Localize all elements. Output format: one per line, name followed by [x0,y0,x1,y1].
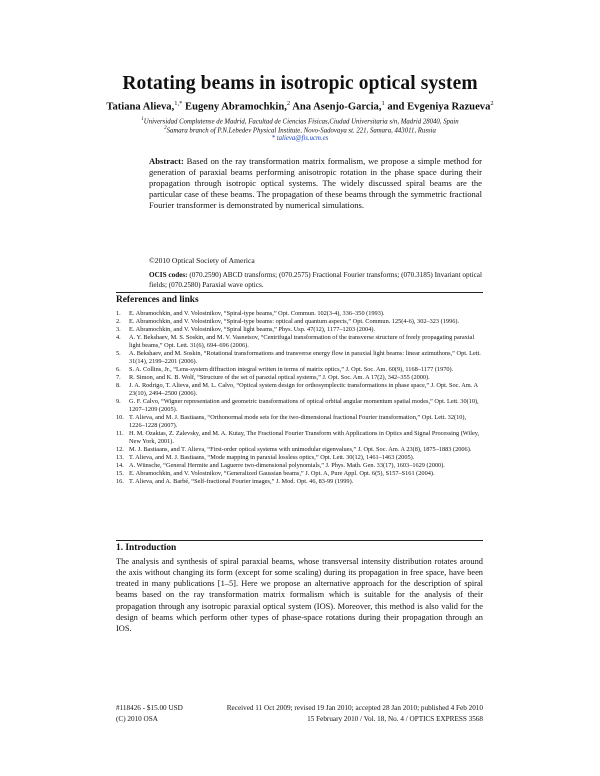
author-list [0,100,600,113]
affiliation-text: Universidad Complutense de Madrid, Facultad de Ciencias Físicas,Ciudad Universitaria s/n, Madrid 28040, Spain [143,118,459,126]
reference-number: 2. [116,318,121,325]
reference-item [116,462,483,470]
introduction-heading: 1. Introduction [116,543,177,553]
reference-text: E. Abramochkin, and V. Volostnikov, “Spiral-type beams: optical and quantum aspects,” Opt. Commun. 125(4-6), 302–323 (1996). [129,318,460,325]
reference-text: M. J. Bastiaans, and T. Alieva, “First-order optical systems with unimodular eigenvalues,” J. Opt. Soc. Am. A 23(8), 1875–1883 (2006). [129,446,472,453]
reference-item [116,478,483,486]
reference-item [116,398,483,414]
ocis-label: OCIS codes: [149,271,188,279]
author-sup: 2 [490,100,494,107]
abstract [149,156,482,211]
reference-item [116,454,483,462]
affiliation-sup: 1 [141,117,144,122]
reference-item [116,470,483,478]
reference-number: 16. [116,478,124,485]
author-name: Eugeny Abramochkin, [182,101,287,113]
reference-text: J. A. Rodrigo, T. Alieva, and M. L. Calvo, “Optical system design for orthosymplectic transformations in phase space,” J. Opt. Soc. Am. A 23(10), 2494–2500 (2006). [129,382,478,397]
reference-text: S. A. Collins, Jr., “Lens-system diffraction integral written in terms of matrix optics,” J. Opt. Soc. Am. 60(9), 1168–1177 (1970). [129,366,454,373]
reference-item [116,374,483,382]
reference-number: 4. [116,334,121,341]
reference-number: 12. [116,446,124,453]
reference-text: A. Y. Bekshaev, M. S. Soskin, and M. V. Vasnetsov, “Centrifugal transformation of the transverse structure of freely propagating paraxial light beams,” Opt. Lett. 31(6), 694–696 (2006). [129,334,475,349]
abstract-label: Abstract: [149,156,184,166]
reference-number: 10. [116,414,124,421]
reference-number: 5. [116,350,121,357]
author-name: Tatiana Alieva, [106,101,175,113]
affiliation-sup: 2 [164,126,167,131]
footer-copyright: (C) 2010 OSA [116,715,158,723]
reference-item [116,382,483,398]
author-sup: 2 [286,100,291,107]
issue-info: 15 February 2010 / Vol. 18, No. 4 / OPTICS EXPRESS 3568 [307,715,483,723]
author-sup: 1 [381,100,385,107]
reference-number: 9. [116,398,121,405]
reference-item [116,366,483,374]
reference-item [116,350,483,366]
copyright-notice: ©2010 Optical Society of America [149,256,255,265]
introduction-text: The analysis and synthesis of spiral paraxial beams, whose transversal intensity distribution rotates around the axis without changing its form (except for some scaling) during its propagation in free space, have been treated in many publications [1–5]. Here we propose an alternative approach for the description of spiral beams based on the ray transformation matrix formalism which is suitable for the analysis of their propagation through any isotropic paraxial optical system (IOS). Moreover, this method is also valid for the design of beams which perform other types of phase-space rotations during their propagation through an IOS. [116,557,483,633]
reference-number: 14. [116,462,124,469]
ocis-text: (070.2590) ABCD transforms; (070.2575) Fractional Fourier transforms; (070.3185) Invariant optical fields; (070.2580) Paraxial wave optics. [149,271,482,290]
footer-right [204,703,483,725]
reference-item [116,326,483,334]
author-email[interactable]: * talieva@fis.ucm.es [271,135,329,142]
reference-number: 13. [116,454,124,461]
reference-text: E. Abramochkin, and V. Volostnikov, “Spiral-type beams,” Opt. Commun. 102(3-4), 336–350 (1993). [129,310,385,317]
reference-text: A. Bekshaev, and M. Soskin, “Rotational transformations and transverse energy flow in paraxial light beams: linear azimuthons,” Opt. Lett. 31(14), 2199–2201 (2006). [129,350,481,365]
reference-number: 15. [116,470,124,477]
reference-text: T. Alieva, and A. Barbé, “Self-fractional Fourier images,” J. Mod. Opt. 46, 83-99 (1999). [129,478,354,485]
reference-item [116,430,483,446]
abstract-text: Based on the ray transformation matrix formalism, we propose a simple method for generation of paraxial beams performing anisotropic rotation in the phase space during their propagation through isotropic optical systems. The widely discussed spiral beams are the particular case of these beams. The propagation of these beams through the symmetric fractional Fourier transformer is demonstrated by numerical simulations. [149,156,482,210]
reference-item [116,446,483,454]
reference-item [116,334,483,350]
reference-text: E. Abramochkin, and V. Volostnikov, “Spiral light beams,” Phys. Usp. 47(12), 1177–1203 (2004). [129,326,376,333]
reference-list [116,310,483,486]
author-sup: 1,* [174,100,183,107]
reference-number: 7. [116,374,121,381]
references-heading: References and links [116,295,199,305]
divider [116,540,483,541]
reference-number: 8. [116,382,121,389]
author-name: and Evgeniya Razueva [384,101,491,113]
divider [116,292,483,293]
publication-dates: Received 11 Oct 2009; revised 19 Jan 2010; accepted 28 Jan 2010; published 4 Feb 2010 [226,704,483,712]
reference-number: 1. [116,310,121,317]
reference-number: 3. [116,326,121,333]
reference-number: 6. [116,366,121,373]
affiliation-text: Samara branch of P.N.Lebedev Physical Institute, Novo-Sadovaya st. 221, Samara, 443011, Russia [166,127,436,135]
reference-text: E. Abramochkin, and V. Volostnikov, “Generalized Gaussian beams,” J. Opt. A, Pure Appl. Opt. 6(5), S157–S161 (2004). [129,470,435,477]
reference-text: T. Alieva, and M. J. Bastiaans, “Mode mapping in paraxial lossless optics,” Opt. Lett. 30(12), 1461–1463 (2005). [129,454,415,461]
footer-left [116,703,183,725]
reference-text: R. Simon, and K. B. Wolf, “Structure of the set of paraxial optical systems,” J. Opt. Soc. Am. A 17(2), 342–355 (2000). [129,374,430,381]
reference-text: G. F. Calvo, “Wigner representation and geometric transformations of optical orbital angular momentum spatial modes,” Opt. Lett. 30(10), 1207–1209 (2005). [129,398,479,413]
reference-item [116,310,483,318]
reference-item [116,414,483,430]
reference-text: H. M. Ozaktas, Z. Zalevsky, and M. A. Kutay, The Fractional Fourier Transform with Applications in Optics and Signal Processing (Wiley, New York, 2001). [129,430,480,445]
reference-number: 11. [116,430,124,437]
doc-id: #118426 - $15.00 USD [116,704,183,712]
ocis-codes [149,270,482,291]
reference-text: T. Alieva, and M. J. Bastiaans, “Orthonormal mode sets for the two-dimensional fractional Fourier transformation,” Opt. Lett. 32(10), 1226–1228 (2007). [129,414,467,429]
paper-title: Rotating beams in isotropic optical system [122,73,478,94]
author-name: Ana Asenjo-Garcia, [290,101,382,113]
reference-text: A. Wünsche, “General Hermite and Laguerre two-dimensional polynomials,” J. Phys. Math. Gen. 33(17), 1603–1629 (2000). [129,462,445,469]
reference-item [116,318,483,326]
